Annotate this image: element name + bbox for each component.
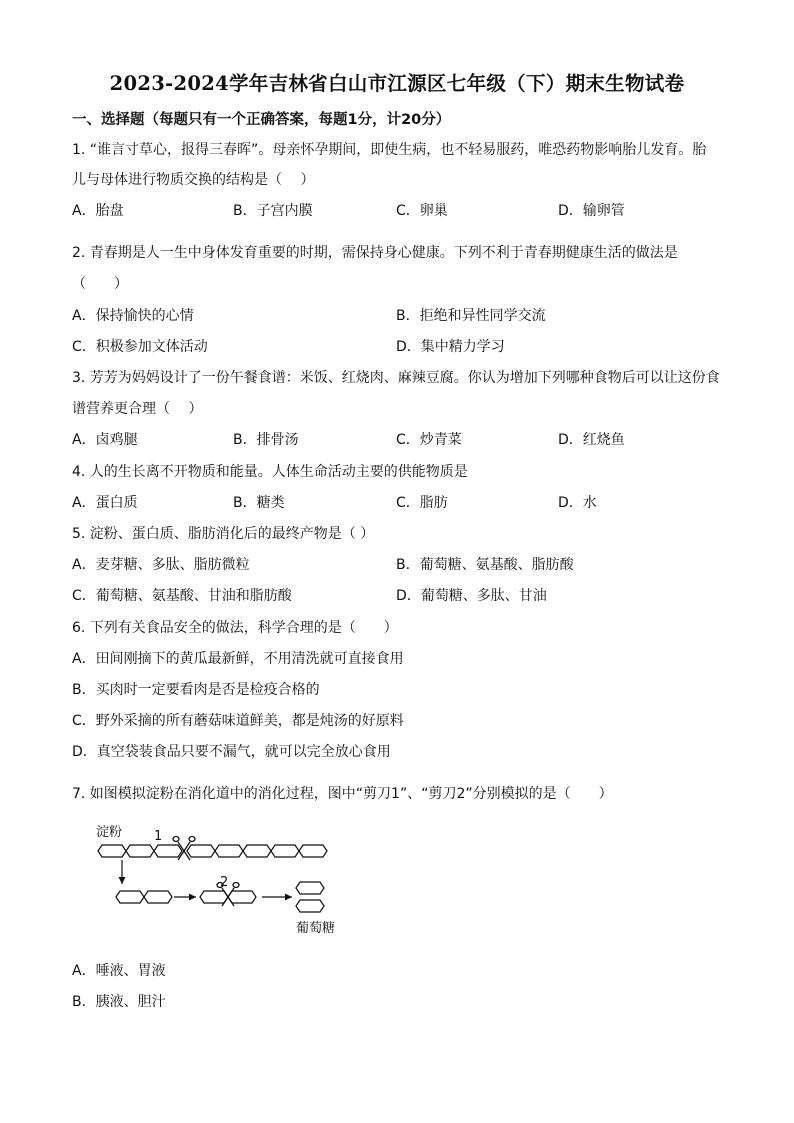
- glucose-unit: [144, 891, 172, 903]
- glucose-unit: [243, 845, 271, 857]
- glucose-products: [296, 882, 324, 912]
- starch-label: 淀粉: [96, 825, 123, 840]
- q6-option-d[interactable]: D．真空袋装食品只要不漏气，就可以完全放心食用: [72, 744, 391, 760]
- q4-option-d[interactable]: D．水: [558, 495, 597, 511]
- glucose-label: 葡萄糖: [296, 921, 336, 936]
- q1-stem-line2: 儿与母体进行物质交换的结构是（ ）: [72, 172, 315, 188]
- q3-option-a[interactable]: A．卤鸡腿: [72, 432, 138, 448]
- q2-option-a[interactable]: A．保持愉快的心情: [72, 308, 194, 324]
- page-title: 2023-2024学年吉林省白山市江源区七年级（下）期末生物试卷: [109, 72, 685, 95]
- q1-option-a[interactable]: A．胎盘: [72, 203, 124, 219]
- glucose-unit: [271, 845, 299, 857]
- q6-option-a[interactable]: A．田间刚摘下的黄瓜最新鲜，不用清洗就可直接食用: [72, 651, 404, 667]
- q7-stem-line1: 7. 如图模拟淀粉在消化道中的消化过程，图中“剪刀1”、“剪刀2”分别模拟的是（ ）: [72, 786, 613, 802]
- q5-option-a[interactable]: A．麦芽糖、多肽、脂肪微粒: [72, 557, 250, 573]
- q5-option-c[interactable]: C．葡萄糖、氨基酸、甘油和脂肪酸: [72, 588, 292, 604]
- q3-stem-line2: 谱营养更合理（ ）: [72, 401, 203, 417]
- glucose-unit: [296, 900, 324, 912]
- q2-option-c[interactable]: C．积极参加文体活动: [72, 339, 208, 355]
- glucose-unit: [116, 891, 144, 903]
- glucose-unit: [126, 845, 154, 857]
- glucose-unit: [228, 891, 256, 903]
- q3-option-d[interactable]: D．红烧鱼: [558, 432, 625, 448]
- glucose-unit: [299, 845, 327, 857]
- q4-option-c[interactable]: C．脂肪: [396, 495, 448, 511]
- q4-option-b[interactable]: B．糖类: [233, 495, 285, 511]
- q2-option-d[interactable]: D．集中精力学习: [396, 339, 505, 355]
- q7-option-b[interactable]: B．胰液、胆汁: [72, 994, 166, 1010]
- q6-option-b[interactable]: B．买肉时一定要看肉是否是检疫合格的: [72, 682, 320, 698]
- q7-option-a[interactable]: A．唾液、胃液: [72, 963, 166, 979]
- q4-option-a[interactable]: A．蛋白质: [72, 495, 138, 511]
- q6-option-c[interactable]: C．野外采摘的所有蘑菇味道鲜美，都是炖汤的好原料: [72, 713, 404, 729]
- scissors-1-label: 1: [154, 829, 163, 844]
- glucose-unit: [215, 845, 243, 857]
- maltose-chain: [116, 891, 172, 903]
- glucose-unit: [200, 891, 228, 903]
- q5-option-d[interactable]: D．葡萄糖、多肽、甘油: [396, 588, 547, 604]
- q4-stem-line1: 4. 人的生长离不开物质和能量。人体生命活动主要的供能物质是: [72, 464, 468, 480]
- q1-option-b[interactable]: B．子宫内膜: [233, 203, 313, 219]
- q5-stem-line1: 5. 淀粉、蛋白质、脂肪消化后的最终产物是（ ）: [72, 526, 375, 542]
- q3-option-c[interactable]: C．炒青菜: [396, 432, 462, 448]
- q6-stem-line1: 6. 下列有关食品安全的做法，科学合理的是（ ）: [72, 620, 398, 636]
- glucose-unit: [187, 845, 215, 857]
- glucose-unit: [154, 845, 182, 857]
- q3-option-b[interactable]: B．排骨汤: [233, 432, 299, 448]
- q1-option-d[interactable]: D．输卵管: [558, 203, 625, 219]
- q1-stem-line1: 1. “谁言寸草心，报得三春晖”。母亲怀孕期间，即使生病，也不轻易服药，唯恐药物影响胎儿发育。胎: [72, 142, 707, 158]
- q2-stem-line2: （ ）: [72, 276, 128, 292]
- q2-option-b[interactable]: B．拒绝和异性同学交流: [396, 308, 546, 324]
- section-heading: 一、选择题（每题只有一个正确答案，每题1分，计20分）: [72, 112, 451, 128]
- glucose-unit: [296, 882, 324, 894]
- starch-digestion-diagram: [92, 818, 352, 946]
- q3-stem-line1: 3. 芳芳为妈妈设计了一份午餐食谱：米饭、红烧肉、麻辣豆腐。你认为增加下列哪种食物后可以让这份食: [72, 370, 720, 386]
- q1-option-c[interactable]: C．卵巢: [396, 203, 448, 219]
- glucose-unit: [98, 845, 126, 857]
- q5-option-b[interactable]: B．葡萄糖、氨基酸、脂肪酸: [396, 557, 574, 573]
- starch-chain: [98, 845, 327, 857]
- q2-stem-line1: 2. 青春期是人一生中身体发育重要的时期，需保持身心健康。下列不利于青春期健康生活的做法是: [72, 245, 678, 261]
- scissors-2-label: 2: [220, 875, 229, 890]
